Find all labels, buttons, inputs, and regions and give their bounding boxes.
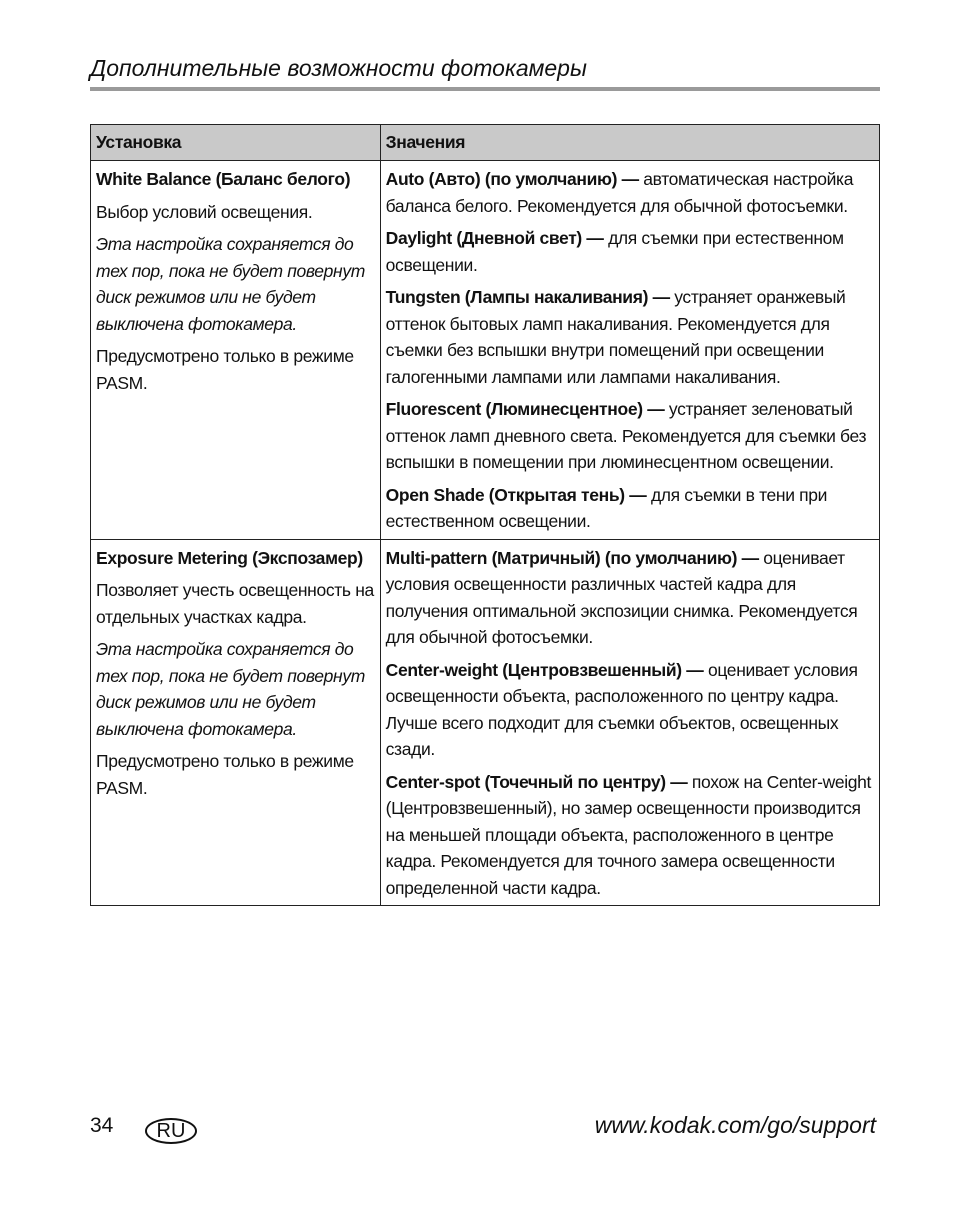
option-name: Fluorescent (Люминесцентное) —: [385, 399, 665, 419]
option-text: устраняет оранжевый оттенок бытовых ламп накаливания. Рекомендуется для съемки без вспышки внутри помещений при освещении галогенными лампами или лампами накаливания.: [385, 287, 846, 387]
support-url[interactable]: www.kodak.com/go/support: [594, 1112, 876, 1138]
option-text: похож на Center-weight (Центровзвешенный), но замер освещенности производится на меньшей площади объекта, расположенного в центре кадра. Рекомендуется для точного замера освещенности определенной части кадра.: [385, 771, 872, 898]
option-text: устраняет зеленоватый оттенок ламп дневного света. Рекомендуется для съемки без вспышки в помещении при люминесцентном освещении.: [385, 399, 867, 472]
language-badge: RU: [145, 1118, 197, 1144]
values-cell: [380, 539, 879, 906]
header-divider: [90, 87, 880, 91]
option-entry: [386, 396, 874, 476]
table-row-white-balance: [91, 161, 880, 540]
option-entry: [386, 657, 874, 763]
setting-note: Эта настройка сохраняется до тех пор, пока не будет повернут диск режимов или не будет выключена фотокамера.: [96, 234, 365, 334]
setting-availability: Предусмотрено только в режиме PASM.: [96, 346, 354, 393]
option-entry: [386, 166, 874, 219]
option-entry: [386, 769, 874, 902]
option-entry: [386, 284, 874, 390]
option-name: Center-weight (Центровзвешенный) —: [385, 659, 704, 680]
setting-availability: Предусмотрено только в режиме PASM.: [96, 751, 354, 798]
values-cell: [380, 161, 879, 540]
page-header-title: Дополнительные возможности фотокамеры: [90, 55, 587, 81]
option-entry: [386, 482, 874, 535]
column-header-setting: Установка: [91, 125, 381, 161]
page-number: 34: [90, 1114, 114, 1137]
setting-title: White Balance (Баланс белого): [96, 169, 351, 189]
option-text: автоматическая настройка баланса белого. Рекомендуется для обычной фотосъемки.: [385, 169, 854, 216]
option-text: для съемки в тени при естественном освещении.: [385, 484, 828, 531]
option-name: Auto (Авто) (по умолчанию) —: [385, 169, 639, 189]
setting-note: Эта настройка сохраняется до тех пор, пока не будет повернут диск режимов или не будет выключена фотокамера.: [96, 639, 365, 739]
option-name: Open Shade (Открытая тень) —: [385, 484, 647, 505]
option-name: Tungsten (Лампы накаливания) —: [385, 287, 670, 307]
setting-description: Выбор условий освещения.: [96, 201, 313, 222]
option-name: Multi-pattern (Матричный) (по умолчанию) —: [385, 547, 759, 568]
option-name: Center-spot (Точечный по центру) —: [385, 771, 688, 792]
option-name: Daylight (Дневной свет) —: [385, 228, 604, 248]
option-text: для съемки при естественном освещении.: [385, 228, 844, 275]
column-header-values: Значения: [380, 125, 879, 161]
setting-cell: [91, 161, 381, 540]
option-entry: [386, 545, 874, 651]
table-row-exposure-metering: [91, 539, 880, 906]
settings-table: [90, 124, 880, 906]
setting-cell: [91, 539, 381, 906]
option-text: оценивает условия освещенности объекта, расположенного по центру кадра. Лучше всего подходит для съемки объектов, освещенных сзади.: [385, 659, 858, 759]
setting-description: Позволяет учесть освещенность на отдельных участках кадра.: [96, 580, 374, 627]
option-entry: [386, 225, 874, 278]
table-header-row: [91, 125, 880, 161]
setting-title: Exposure Metering (Экспозамер): [96, 547, 363, 568]
option-text: оценивает условия освещенности различных частей кадра для получения оптимальной экспозиции снимка. Рекомендуется для обычной фотосъемки.: [385, 547, 858, 647]
